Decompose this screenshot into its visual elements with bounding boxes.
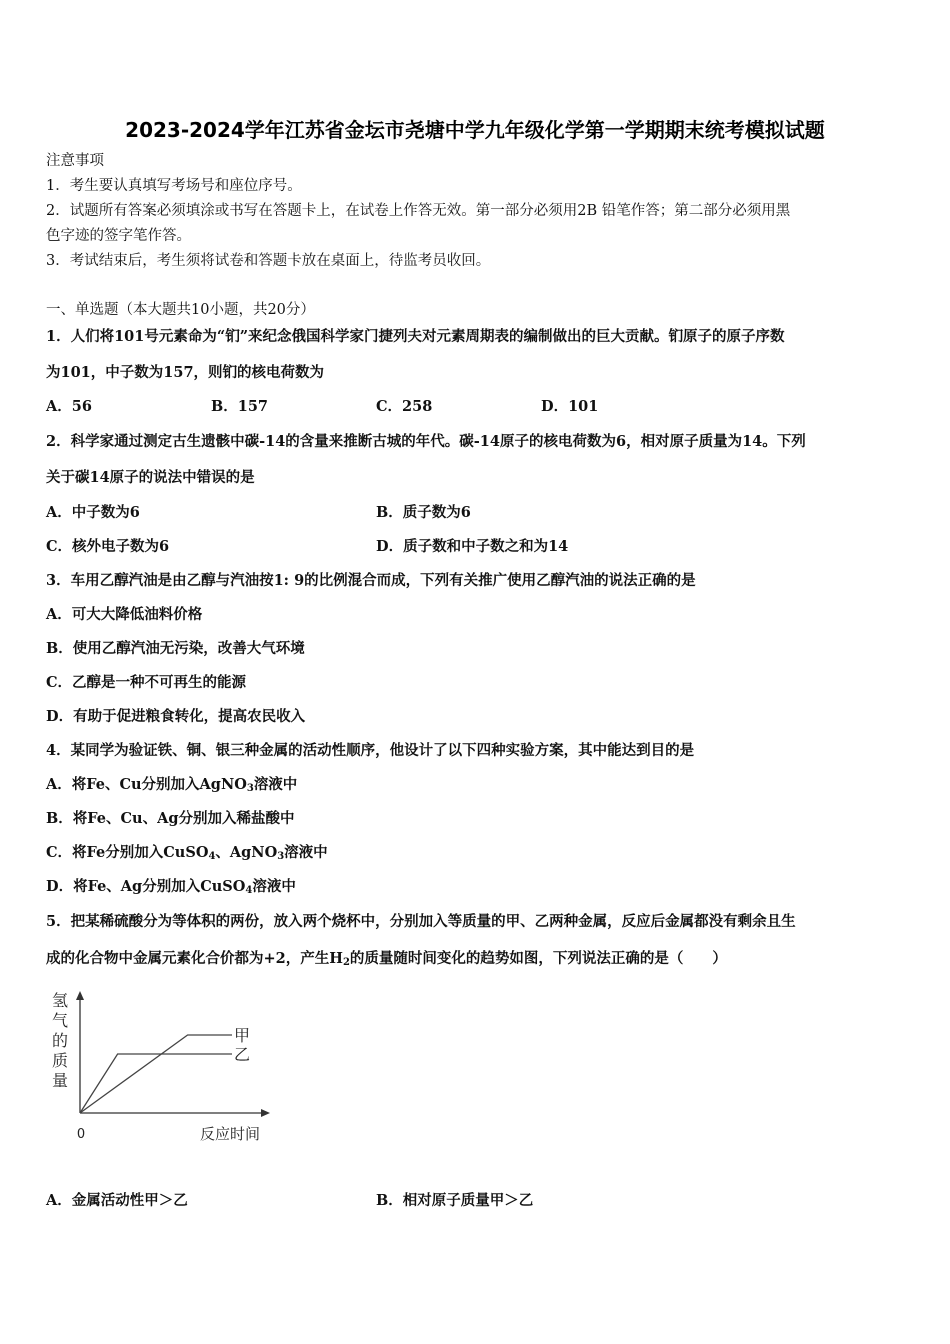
- series-label-yi: 乙: [234, 1045, 251, 1064]
- q5-option-b: B．相对原子质量甲＞乙: [376, 1192, 534, 1209]
- q1-option-d: D．101: [541, 398, 599, 415]
- q3-option-c: C．乙醇是一种不可再生的能源: [46, 674, 247, 691]
- q3-option-a: A．可大大降低油料价格: [46, 606, 203, 623]
- q3-option-b: B．使用乙醇汽油无污染，改善大气环境: [46, 640, 305, 657]
- q4-option-a-tail: 溶液中: [253, 776, 298, 793]
- y-axis-arrow: [76, 991, 84, 1000]
- q2-option-b: B．质子数为6: [376, 504, 471, 521]
- q1-stem-line1: 1．人们将101号元素命为“钔”来纪念俄国科学家门捷列夫对元素周期表的编制做出的巨大贡献。钔原子的原子序数: [46, 328, 785, 345]
- q4-option-a-sub: 3: [246, 783, 254, 794]
- x-axis-label: 反应时间: [200, 1125, 261, 1143]
- x-axis-arrow: [261, 1109, 270, 1117]
- y-axis-label-char: 量: [51, 1071, 69, 1090]
- q4-option-a: [46, 775, 910, 795]
- notice-item-2: 2．试题所有答案必须填涂或书写在答题卡上，在试卷上作答无效。第一部分必须用2B 铅笔作答；第二部分必须用黑: [46, 203, 791, 219]
- q4-option-d-tail: 溶液中: [252, 878, 296, 895]
- q2-option-d: D．质子数和中子数之和为14: [376, 538, 569, 555]
- q4-option-a-text: A．将Fe、Cu分别加入AgNO: [46, 776, 247, 793]
- page-title: 2023-2024学年江苏省金坛市尧塘中学九年级化学第一学期期末统考模拟试题: [125, 118, 825, 142]
- q3-stem: 3．车用乙醇汽油是由乙醇与汽油按1: 9的比例混合而成，下列有关推广使用乙醇汽油的说法正确的是: [46, 572, 696, 589]
- q4-option-d-text: D．将Fe、Ag分别加入CuSO: [46, 878, 246, 895]
- q1-stem-line2: 为101，中子数为157，则钔的核电荷数为: [46, 364, 325, 381]
- notice-item-2-cont: 色字迹的签字笔作答。: [46, 228, 191, 244]
- q4-option-c-mid: 、AgNO: [215, 844, 278, 861]
- y-axis-label-char: 质: [51, 1051, 69, 1070]
- q4-option-c-tail: 溶液中: [284, 844, 328, 861]
- q4-option-c-sub1: 4: [208, 851, 216, 862]
- q5-stem-line1: 5．把某稀硫酸分为等体积的两份，放入两个烧杯中，分别加入等质量的甲、乙两种金属，反应后金属都没有剩余且生: [46, 913, 796, 930]
- q2-option-c: C．核外电子数为6: [46, 538, 170, 555]
- q2-stem-line2: 关于碳14原子的说法中错误的是: [46, 469, 255, 486]
- q5-hydrogen-chart: [40, 985, 280, 1150]
- origin-label: 0: [76, 1127, 86, 1142]
- y-axis-label: [52, 991, 68, 1090]
- q4-option-c: [46, 843, 910, 863]
- q5-h2-sub: 2: [342, 957, 350, 968]
- q2-option-a: A．中子数为6: [46, 504, 140, 521]
- q4-option-b: B．将Fe、Cu、Ag分别加入稀盐酸中: [46, 810, 295, 827]
- notice-heading: 注意事项: [46, 153, 104, 169]
- y-axis-label-char: 气: [51, 1011, 69, 1030]
- q5-stem-line2: [46, 949, 910, 969]
- chart-series: [80, 1026, 250, 1113]
- series-label-jia: 甲: [234, 1026, 251, 1045]
- q3-option-d: D．有助于促进粮食转化，提高农民收入: [46, 708, 306, 725]
- q2-stem-line1: 2．科学家通过测定古生遗骸中碳-14的含量来推断古城的年代。碳-14原子的核电荷数为6，相对原子质量为14。下列: [46, 433, 806, 450]
- notice-item-3: 3．考试结束后，考生须将试卷和答题卡放在桌面上，待监考员收回。: [46, 253, 491, 269]
- q5-stem-line2-tail: 的质量随时间变化的趋势如图，下列说法正确的是（ ）: [349, 950, 727, 967]
- q1-option-a: A．56: [46, 398, 92, 415]
- q4-option-c-sub2: 3: [277, 851, 285, 862]
- y-axis-label-char: 氢: [51, 991, 69, 1010]
- q1-option-c: C．258: [376, 398, 433, 415]
- q5-option-a: A．金属活动性甲＞乙: [46, 1192, 188, 1209]
- q4-option-c-text: C．将Fe分别加入CuSO: [46, 844, 209, 861]
- q1-option-b: B．157: [211, 398, 269, 415]
- series-line-jia: [80, 1035, 232, 1113]
- y-axis-label-char: 的: [51, 1031, 69, 1050]
- q4-stem: 4．某同学为验证铁、铜、银三种金属的活动性顺序，他设计了以下四种实验方案，其中能达到目的是: [46, 742, 695, 759]
- series-line-yi: [80, 1054, 232, 1113]
- q4-option-d: [46, 877, 910, 897]
- q5-stem-line2-text: 成的化合物中金属元素化合价都为+2，产生H: [46, 950, 343, 967]
- section-heading: 一、单选题（本大题共10小题，共20分）: [46, 302, 315, 318]
- notice-item-1: 1．考生要认真填写考场号和座位序号。: [46, 178, 302, 194]
- q4-option-d-sub: 4: [245, 885, 253, 896]
